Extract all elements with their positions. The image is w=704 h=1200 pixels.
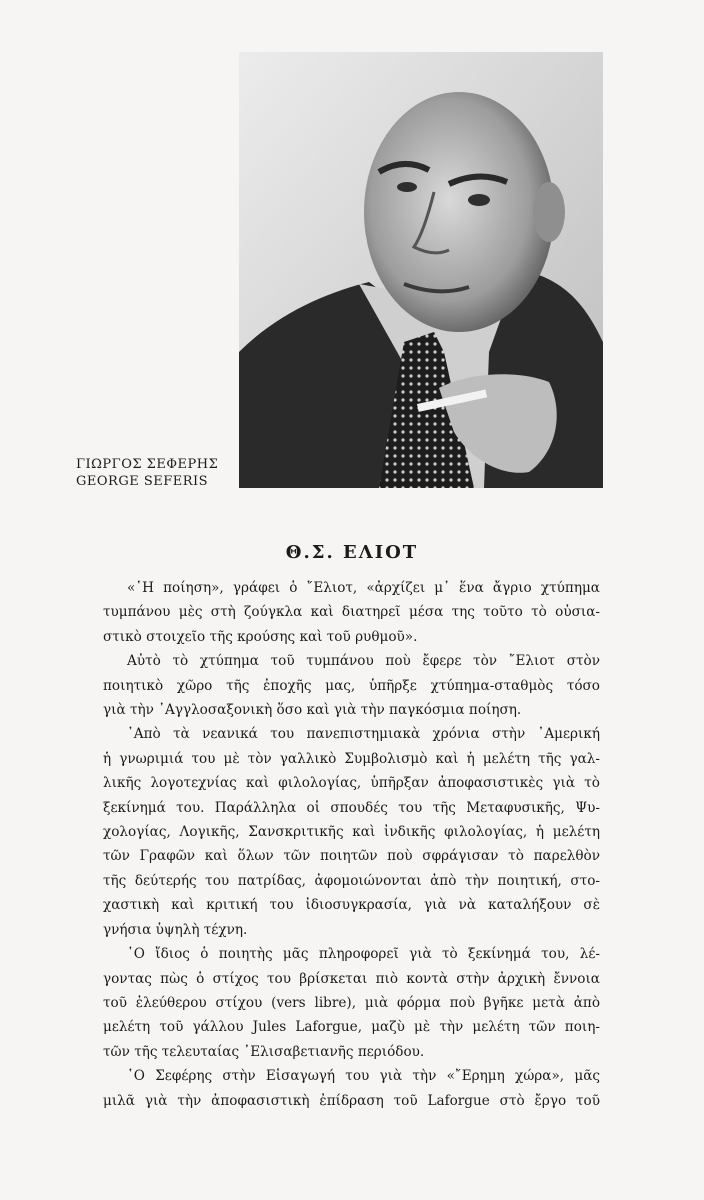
text-line: ῾Ο ἴδιος ὁ ποιητὴς μᾶς πληροφορεῖ γιὰ τὸ ξεκίνημά του, λέ- (127, 946, 600, 963)
text-line: Αὐτὸ τὸ χτύπημα τοῦ τυμπάνου ποὺ ἔφερε τὸν ῎Ελιοτ στὸν (127, 653, 600, 670)
article-title: Θ.Σ. ΕΛΙΟΤ (285, 542, 419, 563)
caption-greek-name: ΓΙΩΡΓΟΣ ΣΕΦΕΡΗΣ (76, 457, 219, 472)
text-line: μελέτη τοῦ γάλλου Jules Laforgue, μαζὺ μὲ τὴν μελέτη τῶν ποιη- (103, 1019, 600, 1036)
text-line: στικὸ στοιχεῖο τῆς κρούσης καὶ τοῦ ρυθμοῦ». (103, 628, 418, 645)
text-line: γιὰ τὴν ᾿Αγγλοσαξονικὴ ὅσο καὶ γιὰ τὴν παγκόσμια ποίηση. (103, 702, 522, 719)
text-line: τῆς δεύτερής του πατρίδας, ἀφομοιώνονται ἀπὸ τὴν ποιητική, στο- (103, 872, 600, 889)
paragraph (103, 722, 600, 942)
text-line: τῶν Γραφῶν καὶ ὅλων τῶν ποιητῶν ποὺ σφράγισαν τὸ παρελθὸν (103, 848, 600, 865)
text-line: ξεκίνημά του. Παράλληλα οἱ σπουδές του τῆς Μεταφυσικῆς, Ψυ- (103, 799, 600, 816)
text-line: «῾Η ποίηση», γράφει ὁ ῎Ελιοτ, «ἀρχίζει μ᾿ ἕνα ἄγριο χτύπημα (127, 580, 600, 596)
paragraph (103, 942, 600, 1064)
text-line: τυμπάνου μὲς στὴ ζούγκλα καὶ διατηρεῖ μέσα της τοῦτο τὸ οὐσια- (103, 604, 600, 621)
text-line: ᾿Απὸ τὰ νεανικά του πανεπιστημιακὰ χρόνια στὴν ᾿Αμερική (127, 726, 600, 743)
text-line: γοντας πὼς ὁ στίχος του βρίσκεται πιὸ κοντὰ στὴν ἀρχικὴ ἔννοια (103, 970, 600, 987)
text-line: χαστικὴ καὶ κριτική του ἰδιοσυγκρασία, γιὰ νὰ καταλήξουν σὲ (103, 897, 600, 914)
paragraph (103, 576, 600, 649)
text-line: ποιητικὸ χῶρο τῆς ἐποχῆς μας, ὑπῆρξε χτύπημα-σταθμὸς τόσο (103, 677, 600, 694)
article-body (103, 576, 600, 1113)
portrait-photo (239, 52, 603, 488)
paragraph (103, 1064, 600, 1113)
photo-caption (76, 456, 236, 490)
text-line: τοῦ ἐλεύθερου στίχου (vers libre), μιὰ φόρμα ποὺ βγῆκε μετὰ ἀπὸ (103, 994, 600, 1011)
text-line: χολογίας, Λογικῆς, Σανσκριτικῆς καὶ ἰνδικῆς φιλολογίας, ἡ μελέτη (103, 824, 600, 841)
text-line: λικῆς λογοτεχνίας καὶ φιλολογίας, ὑπῆρξαν ἀποφασιστικὲς γιὰ τὸ (103, 775, 600, 792)
text-line: γνήσια ὑψηλὴ τέχνη. (103, 921, 248, 938)
caption-latin-name: GEORGE SEFERIS (76, 474, 209, 489)
portrait-illustration (239, 52, 603, 488)
text-line: ἡ γνωριμιά του μὲ τὸν γαλλικὸ Συμβολισμὸ καὶ ἡ μελέτη τῆς γαλ- (103, 750, 600, 767)
text-line: ῾Ο Σεφέρης στὴν Εἰσαγωγή του γιὰ τὴν «῎Ερημη χώρα», μᾶς (127, 1068, 600, 1085)
paragraph (103, 649, 600, 722)
text-line: μιλᾶ γιὰ τὴν ἀποφασιστικὴ ἐπίδραση τοῦ Laforgue στὸ ἔργο τοῦ (103, 1092, 600, 1109)
text-line: τῶν τῆς τελευταίας ᾿Ελισαβετιανῆς περιόδου. (103, 1043, 425, 1060)
